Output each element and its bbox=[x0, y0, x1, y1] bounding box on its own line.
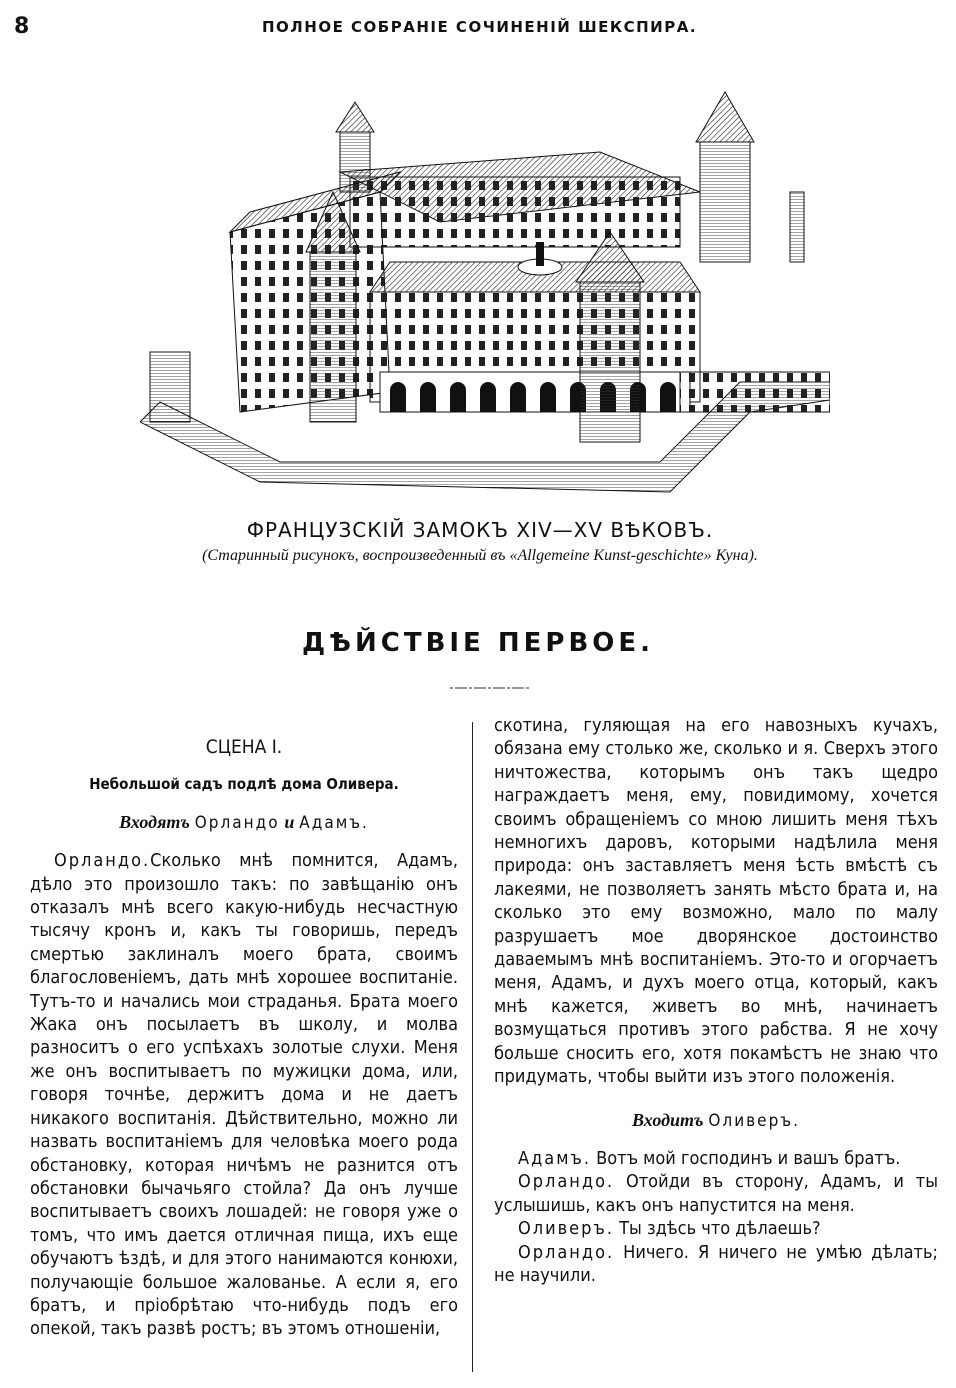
stage-verb: Входитъ bbox=[632, 1109, 704, 1130]
caption-subtitle: (Старинный рисунокъ, воспроизведенный въ «Allgemeine Kunst-geschichte» Куна). bbox=[202, 547, 758, 564]
character-name: Оливеръ. bbox=[708, 1110, 800, 1131]
speaker-name: Орландо. bbox=[518, 1241, 615, 1263]
stage-conjunction: и bbox=[284, 811, 295, 832]
speech-continuation: скотина, гуляющая на его навозныхъ кучахъ, обязана ему столько же, сколько и я. Сверхъ этого ничтожества, которымъ онъ такъ щедро награждаетъ меня, ему, повидимому, хочется своимъ обращеніемъ со мною лишить меня тѣхъ немногихъ даровъ, которыми надѣлила меня природа: онъ заставляетъ меня ѣсть вмѣстѣ съ лакеями, не позволяетъ занять мѣсто брата и, на сколько это ему возможно, мало по малу разрушаетъ мое дворянское достоинство даваемымъ мнѣ воспитаніемъ. Это-то и огорчаетъ меня, Адамъ, и духъ моего отца, который, какъ мнѣ кажется, живетъ во мнѣ, начинаетъ возмущаться противъ этого рабства. Я не хочу больше сносить его, хотя покамѣстъ не знаю что придумать, чтобы выйти изъ этого положенія. bbox=[494, 715, 938, 1088]
left-column bbox=[30, 736, 458, 1341]
ornament-rule bbox=[450, 686, 530, 690]
scene-setting: Небольшой садъ подлѣ дома Оливера. bbox=[89, 775, 399, 794]
character-name: Орландо bbox=[194, 812, 280, 833]
scene-heading: СЦЕНА I. bbox=[205, 736, 283, 758]
right-column bbox=[494, 714, 938, 1287]
line-text: Отойди въ сторону, Адамъ, и ты услышишь, какъ онъ напустится на меня. bbox=[494, 1171, 938, 1216]
caption-title: ФРАНЦУЗСКІЙ ЗАМОКЪ XIV—XV ВѢКОВЪ. bbox=[246, 518, 714, 542]
character-name: Адамъ. bbox=[299, 812, 369, 833]
dialogue-line bbox=[494, 1147, 938, 1170]
speaker-name: Оливеръ. bbox=[518, 1218, 614, 1240]
speaker-name: Орландо. bbox=[518, 1171, 615, 1193]
speaker-name: Адамъ. bbox=[518, 1147, 591, 1169]
line-text: Вотъ мой господинъ и вашъ братъ. bbox=[596, 1147, 901, 1169]
figure-caption bbox=[180, 518, 780, 566]
line-text: Ты здѣсь что дѣлаешь? bbox=[619, 1218, 821, 1240]
column-divider bbox=[472, 722, 473, 1372]
act-title: ДѢЙСТВІЕ ПЕРВОЕ. bbox=[301, 628, 655, 658]
dialogue-line bbox=[494, 1170, 938, 1217]
line-text: Ничего. Я ничего не умѣю дѣлать; не научили. bbox=[494, 1241, 938, 1286]
speech-text: Сколько мнѣ помнится, Адамъ, дѣло это произошло такъ: по завѣщанію онъ отказалъ мнѣ всего какую-нибудь несчастную тысячу кронъ и, какъ ты говоришь, передъ смертью заклиналъ моего брата, своимъ благословеніемъ, дать мнѣ хорошее воспитаніе. Тутъ-то и начались мои страданья. Брата моего Жака онъ посылаетъ въ школу, и молва разноситъ о его успѣхахъ золотые слухи. Меня же онъ воспитываетъ по мужицки дома, или, говоря точнѣе, держитъ дома и не даетъ никакого воспитанія. Дѣйствительно, можно ли назвать воспитаніемъ для человѣка моего рода обстановку, которая ничѣмъ не разнится отъ обстановки бычачьяго стойла? Да онъ лучше воспитываетъ своихъ лошадей: не говоря уже о томъ, что имъ дается отличная пища, ихъ еще обучаютъ ѣздѣ, и для этого нанимаются конюхи, получающіе большое жалованье. А если я, его братъ, и пріобрѣтаю что-нибудь подъ его опекой, такъ развѣ ростъ; въ этомъ отношеніи, bbox=[30, 850, 458, 1340]
speaker-name: Орландо. bbox=[54, 850, 151, 872]
speech-paragraph bbox=[30, 849, 458, 1341]
dialogue-line bbox=[494, 1241, 938, 1288]
castle-engraving bbox=[140, 82, 830, 502]
dialogue-line bbox=[494, 1217, 938, 1240]
stage-direction-entrance bbox=[30, 811, 458, 835]
stage-verb: Входятъ bbox=[119, 811, 190, 832]
page-number: 8 bbox=[14, 14, 30, 39]
running-title: ПОЛНОЕ СОБРАНІЕ СОЧИНЕНІЙ ШЕКСПИРА. bbox=[262, 18, 698, 36]
stage-direction-entrance bbox=[494, 1109, 938, 1133]
